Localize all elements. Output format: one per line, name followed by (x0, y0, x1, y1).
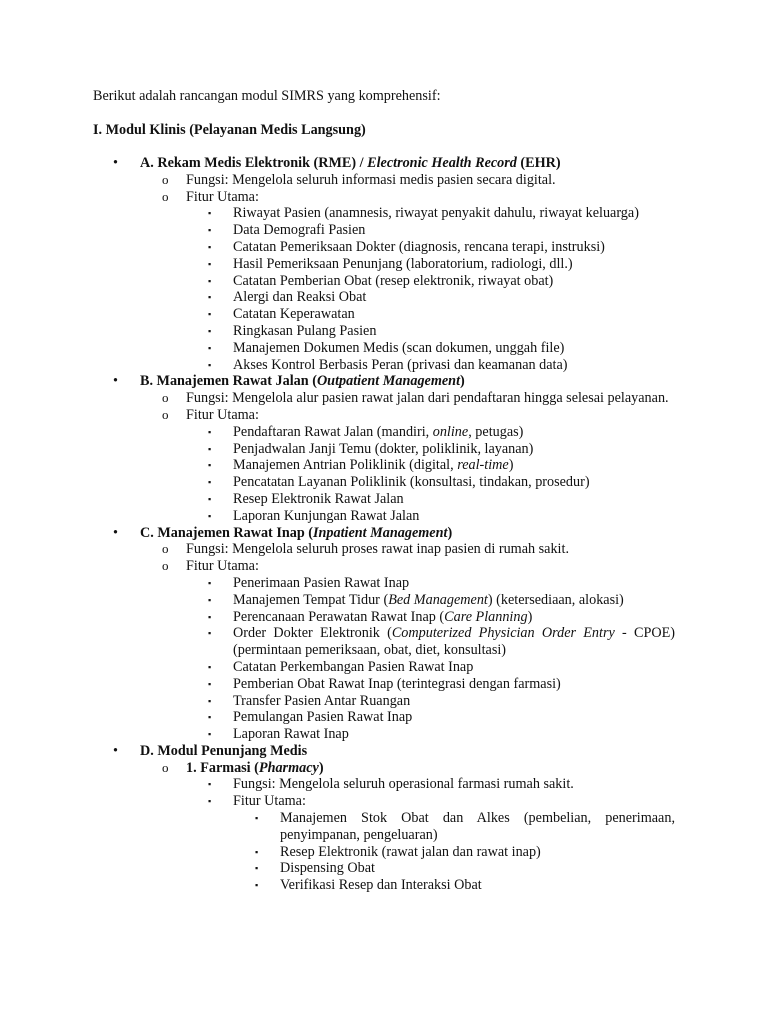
bullet-square-icon: ▪ (208, 510, 212, 521)
list-item: ▪ Verifikasi Resep dan Interaksi Obat (255, 877, 482, 894)
bullet-square-icon: ▪ (208, 628, 212, 639)
list-item: ▪ Resep Elektronik (rawat jalan dan rawat inap) (255, 843, 541, 860)
bullet-square-icon: ▪ (255, 846, 259, 857)
list-item: ▪ Manajemen Dokumen Medis (scan dokumen, unggah file) (208, 339, 565, 356)
bullet-square-icon: ▪ (255, 880, 259, 891)
bullet-circle-icon: o (162, 759, 169, 775)
list-item: ▪ Pemulangan Pasien Rawat Inap (208, 709, 413, 726)
list-item: ▪ Penerimaan Pasien Rawat Inap (208, 574, 410, 591)
bullet-square-icon: ▪ (208, 729, 212, 740)
list-item: ▪ Penjadwalan Janji Temu (dokter, poliklinik, layanan) (208, 440, 534, 457)
farmasi-fitur: ▪ Fitur Utama: ▪ Manajemen Stok Obat dan Alkes (pembelian, penerimaan, penyimpanan, pengeluaran) ▪ Resep Elektronik (rawat jalan dan rawat inap) ▪ Dispensing Obat ▪ Verifikasi Resep dan Interaksi Obat (208, 793, 675, 894)
bullet-square-icon: ▪ (208, 241, 212, 252)
bullet-square-icon: ▪ (208, 695, 212, 706)
bullet-square-icon: ▪ (208, 577, 212, 588)
module-c-title: C. Manajemen Rawat Inap (Inpatient Management) (140, 524, 453, 541)
bullet-circle-icon: o (162, 541, 169, 557)
farmasi-title: 1. Farmasi (Pharmacy) (186, 759, 324, 776)
bullet-disc-icon: • (113, 524, 118, 541)
bullet-square-icon: ▪ (208, 594, 212, 605)
bullet-square-icon: ▪ (208, 208, 212, 219)
bullet-square-icon: ▪ (208, 225, 212, 236)
module-d-title: D. Modul Penunjang Medis (140, 742, 308, 759)
bullet-disc-icon: • (113, 742, 118, 759)
bullet-square-icon: ▪ (208, 342, 212, 353)
module-b-fitur: o Fitur Utama: ▪ Pendaftaran Rawat Jalan (mandiri, online, petugas) ▪ Penjadwalan Janji Temu (dokter, poliklinik, layanan) ▪ Manajemen Antrian Poliklinik (digital, real-time) ▪ Pencatatan Layanan Poliklinik (konsultasi, tindakan, prosedur) ▪ Resep Elektronik Rawat Jalan ▪ Laporan Kunjungan Rawat Jalan (140, 407, 675, 525)
list-item: ▪ Catatan Perkembangan Pasien Rawat Inap (208, 658, 474, 675)
bullet-square-icon: ▪ (208, 796, 212, 807)
list-item: ▪ Pendaftaran Rawat Jalan (mandiri, online, petugas) (208, 423, 524, 440)
list-item: ▪ Riwayat Pasien (anamnesis, riwayat penyakit dahulu, riwayat keluarga) (208, 205, 639, 222)
list-item: ▪ Manajemen Tempat Tidur (Bed Management) (ketersediaan, alokasi) (208, 591, 624, 608)
list-item: ▪ Ringkasan Pulang Pasien (208, 322, 377, 339)
bullet-square-icon: ▪ (208, 678, 212, 689)
module-a-fitur: o Fitur Utama: ▪ Riwayat Pasien (anamnesis, riwayat penyakit dahulu, riwayat keluarga) ▪ Data Demografi Pasien ▪ Catatan Pemeriksaan Dokter (diagnosis, rencana terapi, instruksi) ▪ Hasil Pemeriksaan Penunjang (laboratorium, radiologi, dll.) ▪ Catatan Pemberian Obat (resep elektronik, riwayat obat) ▪ Alergi dan Reaksi Obat ▪ Catatan Keperawatan ▪ Ringkasan Pulang Pasien ▪ Manajemen Dokumen Medis (scan dokumen, unggah file) ▪ Akses Kontrol Berbasis Peran (privasi dan keamanan data) (140, 189, 675, 374)
bullet-square-icon: ▪ (208, 325, 212, 336)
list-item: ▪ Catatan Pemeriksaan Dokter (diagnosis, rencana terapi, instruksi) (208, 238, 605, 255)
bullet-square-icon: ▪ (208, 443, 212, 454)
bullet-square-icon: ▪ (208, 258, 212, 269)
bullet-square-icon: ▪ (208, 359, 212, 370)
list-item: ▪ Laporan Rawat Inap (208, 726, 349, 743)
list-item: ▪ Manajemen Stok Obat dan Alkes (pembelian, penerimaan, penyimpanan, pengeluaran) (255, 810, 675, 843)
list-item: ▪ Alergi dan Reaksi Obat (208, 289, 367, 306)
list-item: ▪ Dispensing Obat (255, 860, 375, 877)
list-item: ▪ Hasil Pemeriksaan Penunjang (laboratorium, radiologi, dll.) (208, 255, 573, 272)
list-item: ▪ Catatan Keperawatan (208, 306, 355, 323)
bullet-circle-icon: o (162, 406, 169, 422)
list-item: ▪ Transfer Pasien Antar Ruangan (208, 692, 411, 709)
list-item: ▪ Akses Kontrol Berbasis Peran (privasi dan keamanan data) (208, 356, 568, 373)
bullet-square-icon: ▪ (208, 611, 212, 622)
bullet-square-icon: ▪ (208, 426, 212, 437)
list-item: ▪ Perencanaan Perawatan Rawat Inap (Care Planning) (208, 608, 533, 625)
section-heading: I. Modul Klinis (Pelayanan Medis Langsung) (93, 122, 366, 138)
bullet-square-icon: ▪ (208, 661, 212, 672)
list-item: ▪ Order Dokter Elektronik (Computerized Physician Order Entry - CPOE) (permintaan pemeriksaan, obat, diet, konsultasi) (208, 625, 675, 659)
bullet-square-icon: ▪ (208, 292, 212, 303)
module-c-fitur: o Fitur Utama: ▪ Penerimaan Pasien Rawat Inap ▪ Manajemen Tempat Tidur (Bed Management) (ketersediaan, alokasi) ▪ Perencanaan Perawatan Rawat Inap (Care Planning) ▪ Order Dokter Elektronik (Computerized Physician Order Entry - CPOE) (permintaan pemeriksaan, obat, diet, konsultasi) ▪ Catatan Perkembangan Pasien Rawat Inap ▪ Pemberian Obat Rawat Inap (terintegrasi dengan farmasi) ▪ Transfer Pasien Antar Ruangan ▪ Pemulangan Pasien Rawat Inap ▪ Laporan Rawat Inap (162, 558, 675, 743)
module-b-title: B. Manajemen Rawat Jalan (Outpatient Management) (140, 373, 465, 390)
list-item: ▪ Catatan Pemberian Obat (resep elektronik, riwayat obat) (208, 272, 554, 289)
module-b-fungsi: o Fungsi: Mengelola alur pasien rawat jalan dari pendaftaran hingga selesai pelayanan. (162, 390, 669, 407)
list-item: ▪ Resep Elektronik Rawat Jalan (208, 490, 404, 507)
bullet-square-icon: ▪ (255, 813, 259, 824)
bullet-circle-icon: o (162, 558, 169, 574)
intro-text: Berikut adalah rancangan modul SIMRS yang komprehensif: (93, 88, 441, 104)
module-b (93, 373, 675, 524)
module-a (93, 155, 675, 373)
bullet-square-icon: ▪ (208, 493, 212, 504)
bullet-disc-icon: • (113, 373, 118, 390)
bullet-disc-icon: • (113, 155, 118, 171)
bullet-circle-icon: o (162, 171, 169, 187)
list-item: ▪ Pemberian Obat Rawat Inap (terintegrasi dengan farmasi) (208, 675, 561, 692)
module-list (93, 155, 675, 894)
farmasi-fungsi: ▪ Fungsi: Mengelola seluruh operasional farmasi rumah sakit. (208, 776, 574, 793)
module-d (93, 743, 675, 894)
list-item: ▪ Manajemen Antrian Poliklinik (digital, real-time) (208, 457, 514, 474)
bullet-square-icon: ▪ (208, 309, 212, 320)
module-d-farmasi (140, 760, 675, 894)
bullet-square-icon: ▪ (255, 863, 259, 874)
bullet-square-icon: ▪ (208, 275, 212, 286)
list-item: ▪ Pencatatan Layanan Poliklinik (konsultasi, tindakan, prosedur) (208, 474, 590, 491)
module-c-fungsi: o Fungsi: Mengelola seluruh proses rawat inap pasien di rumah sakit. (162, 541, 569, 558)
module-a-title: A. Rekam Medis Elektronik (RME) / Electronic Health Record (EHR) (140, 155, 561, 171)
bullet-circle-icon: o (162, 390, 169, 406)
module-c (93, 525, 675, 743)
list-item: ▪ Data Demografi Pasien (208, 222, 366, 239)
bullet-square-icon: ▪ (208, 712, 212, 723)
bullet-square-icon: ▪ (208, 779, 212, 790)
module-a-fungsi: o Fungsi: Mengelola seluruh informasi medis pasien secara digital. (162, 171, 556, 188)
bullet-circle-icon: o (162, 188, 169, 204)
bullet-square-icon: ▪ (208, 460, 212, 471)
list-item: ▪ Laporan Kunjungan Rawat Jalan (208, 507, 420, 524)
bullet-square-icon: ▪ (208, 477, 212, 488)
